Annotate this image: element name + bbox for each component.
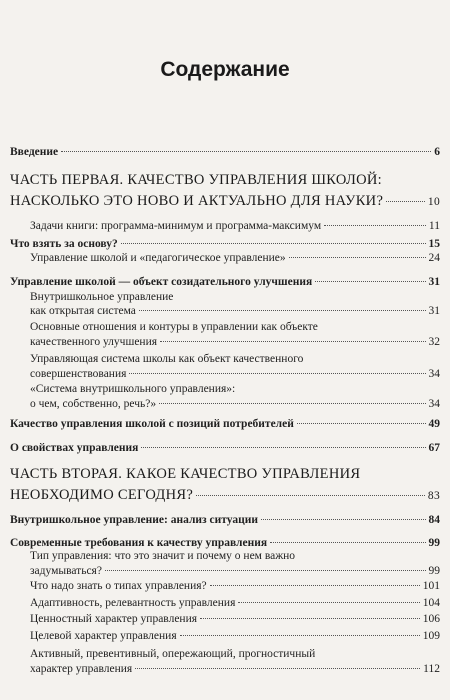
leader-dots bbox=[121, 243, 426, 244]
toc-entry-title: О свойствах управления bbox=[10, 442, 139, 454]
leader-dots bbox=[180, 635, 420, 636]
toc-page-number: 24 bbox=[428, 252, 440, 264]
toc-page-number: 11 bbox=[428, 220, 440, 232]
toc-entry-title: Целевой характер управления bbox=[30, 630, 177, 642]
toc-entry-title: Управление школой — объект созидательного улучшения bbox=[10, 276, 313, 288]
toc-entry-title: Что взять за основу? bbox=[10, 238, 118, 250]
page-title: Содержание bbox=[160, 58, 290, 81]
toc-page-number: 106 bbox=[422, 613, 440, 625]
toc-page-number: 104 bbox=[422, 597, 440, 609]
toc-page-number: 32 bbox=[428, 336, 440, 348]
toc-entry-title: Современные требования к качеству управления bbox=[10, 537, 268, 549]
toc-page-number: 99 bbox=[428, 565, 440, 577]
toc-page-number: 101 bbox=[422, 580, 440, 592]
leader-dots bbox=[160, 341, 425, 342]
leader-dots bbox=[297, 423, 426, 424]
leader-dots bbox=[105, 570, 426, 571]
toc-part-title-line2: НАСКОЛЬКО ЭТО НОВО И АКТУАЛЬНО ДЛЯ НАУКИ? bbox=[10, 193, 384, 209]
leader-dots bbox=[261, 519, 426, 520]
toc-entry-improvement-object[interactable] bbox=[10, 276, 440, 288]
toc-entry-intro[interactable] bbox=[10, 146, 440, 158]
leader-dots bbox=[324, 225, 426, 226]
toc-entry-situation-analysis[interactable] bbox=[10, 514, 440, 526]
toc-page-number: 67 bbox=[428, 442, 440, 454]
toc-entry-values[interactable] bbox=[30, 613, 440, 625]
toc-entry-title-line2: совершенствования bbox=[30, 368, 127, 380]
toc-entry-title: Задачи книги: программа-минимум и программа-максимум bbox=[30, 220, 322, 232]
leader-dots bbox=[200, 618, 420, 619]
toc-page-number: 109 bbox=[422, 630, 440, 642]
leader-dots bbox=[196, 495, 425, 496]
toc-entry-consumers[interactable] bbox=[10, 418, 440, 430]
leader-dots bbox=[141, 447, 425, 448]
leader-dots bbox=[159, 403, 425, 404]
toc-entry-title-line2: о чем, собственно, речь?» bbox=[30, 398, 157, 410]
toc-entry-title-line1: Управляющая система школы как объект качественного bbox=[30, 353, 304, 365]
toc-entry-title-line2: как открытая система bbox=[30, 305, 136, 317]
leader-dots bbox=[270, 542, 425, 543]
toc-page-number: 112 bbox=[423, 663, 440, 675]
leader-dots bbox=[386, 201, 425, 202]
toc-entry-goals[interactable] bbox=[30, 630, 440, 642]
toc-page-number: 49 bbox=[428, 418, 440, 430]
leader-dots bbox=[315, 281, 425, 282]
toc-entry-title-line1: Основные отношения и контуры в управлении как объекте bbox=[30, 321, 318, 333]
toc-part-title-line2: НЕОБХОДИМО СЕГОДНЯ? bbox=[10, 487, 194, 503]
toc-page-number: 99 bbox=[428, 537, 440, 549]
toc-entry-book-tasks[interactable] bbox=[30, 220, 440, 232]
toc-entry-title-line2: задумываться? bbox=[30, 565, 102, 577]
toc-entry-requirements[interactable] bbox=[10, 537, 440, 549]
toc-entry-title: Что надо знать о типах управления? bbox=[30, 580, 207, 592]
toc-entry-title-line2: качественного улучшения bbox=[30, 336, 158, 348]
toc-page-number: 83 bbox=[427, 490, 440, 502]
toc-page-number: 6 bbox=[434, 146, 440, 158]
leader-dots bbox=[129, 373, 425, 374]
toc-page-number: 15 bbox=[428, 238, 440, 250]
toc-part-title-line1: ЧАСТЬ ПЕРВАЯ. КАЧЕСТВО УПРАВЛЕНИЯ ШКОЛОЙ: bbox=[10, 172, 382, 188]
toc-page-number: 34 bbox=[428, 398, 440, 410]
toc-entry-title: Внутришкольное управление: анализ ситуации bbox=[10, 514, 258, 526]
toc-entry-properties[interactable] bbox=[10, 442, 440, 454]
toc-entry-title: Ценностный характер управления bbox=[30, 613, 198, 625]
toc-entry-title-line2: характер управления bbox=[30, 663, 133, 675]
toc-part-title-line1: ЧАСТЬ ВТОРАЯ. КАКОЕ КАЧЕСТВО УПРАВЛЕНИЯ bbox=[10, 466, 361, 482]
leader-dots bbox=[238, 602, 419, 603]
toc-entry-title: Введение bbox=[10, 146, 59, 158]
leader-dots bbox=[61, 151, 431, 152]
leader-dots bbox=[210, 585, 420, 586]
toc-entry-title: Качество управления школой с позиций потребителей bbox=[10, 418, 294, 430]
leader-dots bbox=[135, 668, 420, 669]
toc-entry-title-line1: Тип управления: что это значит и почему о нем важно bbox=[30, 550, 296, 562]
toc-entry-title-line1: Активный, превентивный, опережающий, прогностичный bbox=[30, 648, 316, 660]
toc-entry-school-management[interactable] bbox=[30, 252, 440, 264]
toc-page-number: 84 bbox=[428, 514, 440, 526]
toc-entry-title: Адаптивность, релевантность управления bbox=[30, 597, 236, 609]
toc-page-number: 34 bbox=[428, 368, 440, 380]
toc-entry-basis[interactable] bbox=[10, 238, 440, 250]
leader-dots bbox=[139, 310, 426, 311]
toc-entry-adaptivity[interactable] bbox=[30, 597, 440, 609]
toc-page-number: 31 bbox=[428, 305, 440, 317]
toc-entry-title: Управление школой и «педагогическое управление» bbox=[30, 252, 286, 264]
leader-dots bbox=[289, 257, 426, 258]
toc-entry-types-knowledge[interactable] bbox=[30, 580, 440, 592]
toc-page-number: 31 bbox=[428, 276, 440, 288]
toc-entry-title-line1: Внутришкольное управление bbox=[30, 291, 174, 303]
toc-entry-title-line1: «Система внутришкольного управления»: bbox=[30, 383, 236, 395]
toc-page-number: 10 bbox=[427, 196, 440, 208]
